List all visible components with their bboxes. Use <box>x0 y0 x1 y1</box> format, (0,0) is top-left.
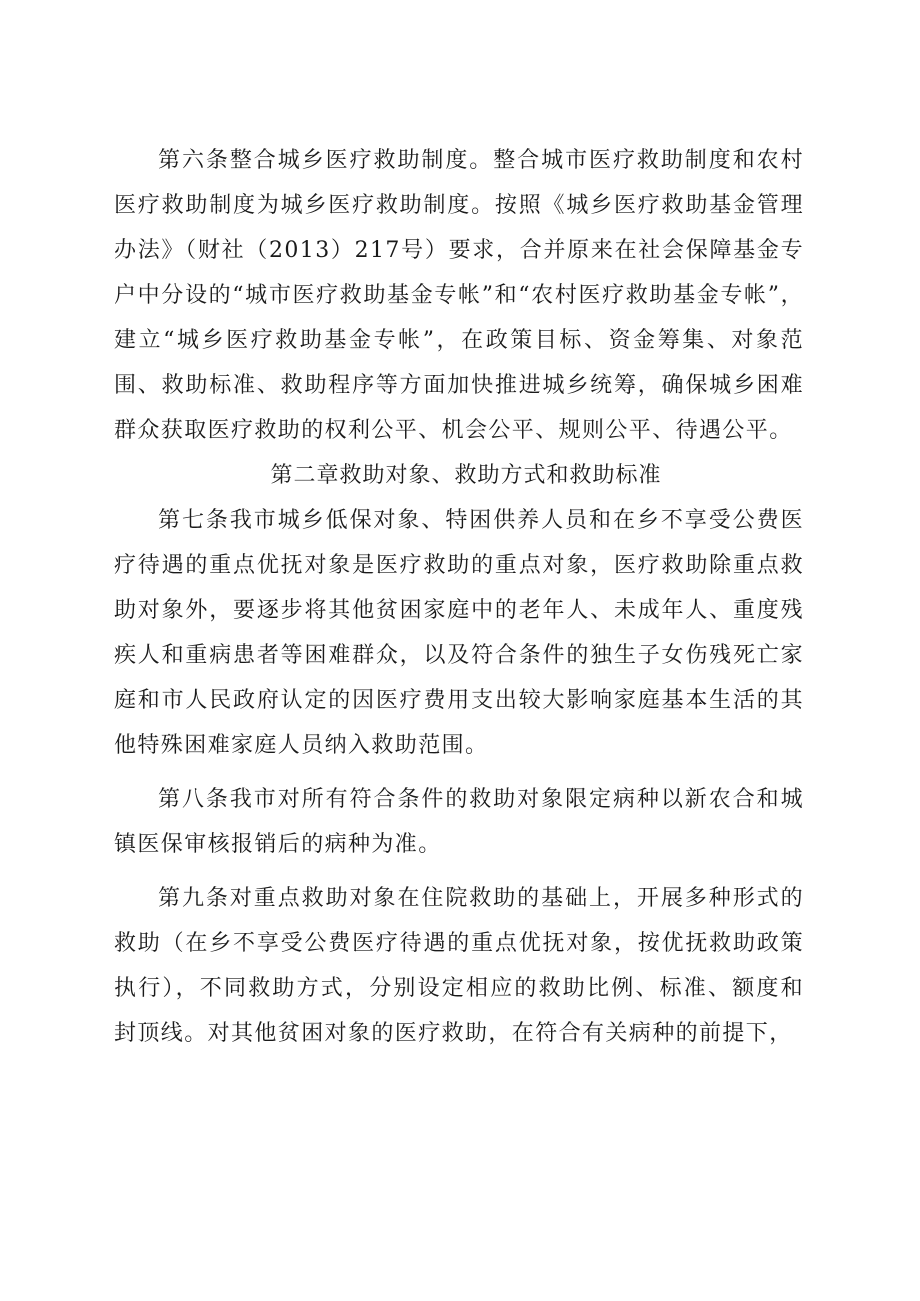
document-body <box>114 138 804 1056</box>
article-6-paragraph: 第六条整合城乡医疗救助制度。整合城市医疗救助制度和农村医疗救助制度为城乡医疗救助制度。按照《城乡医疗救助基金管理办法》（财社（2013）217号）要求，合并原来在社会保障基金专户中分设的“城市医疗救助基金专帐”和“农村医疗救助基金专帐”，建立“城乡医疗救助基金专帐”，在政策目标、资金筹集、对象范围、救助标准、救助程序等方面加快推进城乡统筹，确保城乡困难群众获取医疗救助的权利公平、机会公平、规则公平、待遇公平。 <box>114 148 804 443</box>
article-7-paragraph: 第七条我市城乡低保对象、特困供养人员和在乡不享受公费医疗待遇的重点优抚对象是医疗救助的重点对象，医疗救助除重点救助对象外，要逐步将其他贫困家庭中的老年人、未成年人、重度残疾人和重病患者等困难群众，以及符合条件的独生子女伤残死亡家庭和市人民政府认定的因医疗费用支出较大影响家庭基本生活的其他特殊困难家庭人员纳入救助范围。 <box>114 508 804 758</box>
article-9-paragraph: 第九条对重点救助对象在住院救助的基础上，开展多种形式的救助（在乡不享受公费医疗待遇的重点优抚对象，按优抚救助政策执行），不同救助方式，分别设定相应的救助比例、标准、额度和封顶线。对其他贫困对象的医疗救助，在符合有关病种的前提下， <box>114 886 804 1046</box>
article-8-paragraph: 第八条我市对所有符合条件的救助对象限定病种以新农合和城镇医保审核报销后的病种为准。 <box>114 787 804 857</box>
chapter-2-heading: 第二章救助对象、救助方式和救助标准 <box>270 463 662 488</box>
